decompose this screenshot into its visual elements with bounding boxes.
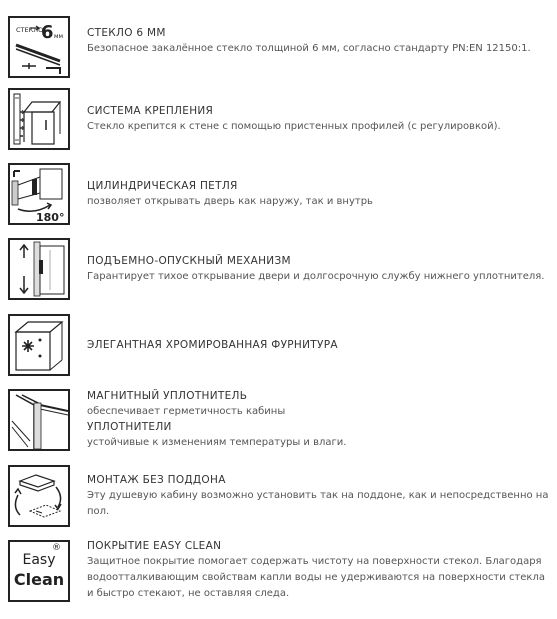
feature-title: ПОКРЫТИЕ EASY CLEAN [87,540,222,552]
feature-title: СТЕКЛО 6 ММ [87,27,166,39]
feature-title: МАГНИТНЫЙ УПЛОТНИТЕЛЬ [87,390,248,402]
easy-clean-icon [8,540,70,602]
feature-desc-2: устойчивые к изменениям температуры и влаги. [87,437,347,448]
icon-hinge-angle: 180° [36,211,65,223]
lift-lower-mechanism-icon [8,238,70,300]
feature-desc: Стекло крепится к стене с помощью пристенных профилей (с регулировкой). [87,121,501,132]
cylinder-hinge-icon [8,163,70,225]
feature-desc: обеспечивает герметичность кабины [87,406,286,417]
feature-title: ЦИЛИНДРИЧЕСКАЯ ПЕТЛЯ [87,180,238,192]
feature-title: МОНТАЖ БЕЗ ПОДДОНА [87,474,226,486]
icon-glass-unit: мм [54,33,64,40]
feature-desc: Безопасное закалённое стекло толщиной 6 мм, согласно стандарту PN:EN 12150:1. [87,43,531,54]
feature-desc: Защитное покрытие помогает содержать чистоту на поверхности стекол. Благодаря водоотталкивающим свойствам капли воды не удерживаются на поверхности стекла и быстро стекают, не оставляя следа. [87,556,545,599]
glass-thickness-icon [8,16,70,78]
chrome-fittings-icon [8,314,70,376]
magnetic-seal-icon [8,389,70,451]
feature-desc: позволяет открывать дверь как наружу, так и внутрь [87,196,373,207]
feature-title-2: УПЛОТНИТЕЛИ [87,421,172,433]
feature-title: СИСТЕМА КРЕПЛЕНИЯ [87,105,214,117]
feature-desc: Эту душевую кабину возможно установить так на поддоне, как и непосредственно на пол. [87,490,549,517]
icon-glass-label: СТЕКЛО [16,26,44,34]
icon-glass-number: 6 [41,22,54,43]
no-tray-install-icon [8,465,70,527]
wall-mount-icon [8,88,70,150]
icon-clean-word: Clean [13,570,65,589]
feature-title: ПОДЪЕМНО-ОПУСКНЫЙ МЕХАНИЗМ [87,255,291,267]
feature-desc: Гарантирует тихое открывание двери и долгосрочную службу нижнего уплотнителя. [87,271,545,282]
icon-easy-word: Easy [22,552,56,568]
icon-registered-mark: ® [52,543,61,553]
feature-title: ЭЛЕГАНТНАЯ ХРОМИРОВАННАЯ ФУРНИТУРА [87,339,338,351]
